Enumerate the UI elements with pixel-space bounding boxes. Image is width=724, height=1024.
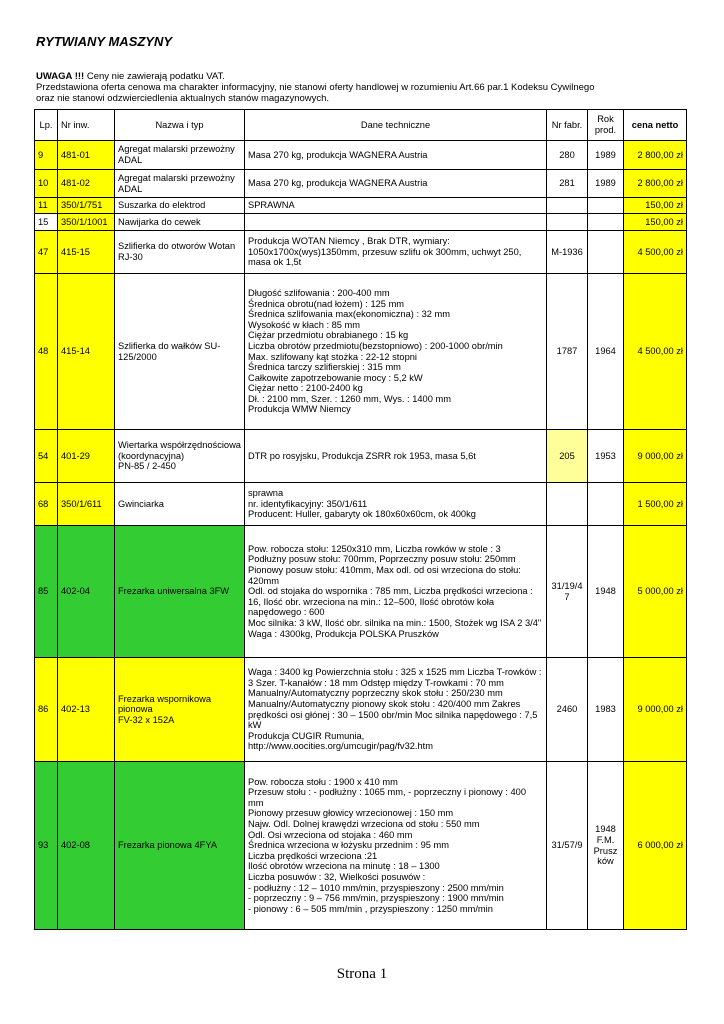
cell-nazwa: Szlifierka do wałków SU-125/2000 bbox=[115, 274, 245, 430]
table-row bbox=[35, 658, 687, 762]
header-rok: Rok prod. bbox=[588, 110, 624, 141]
cell-nr-inw: 415-15 bbox=[58, 231, 115, 274]
cell-dane: Długość szlifowania : 200-400 mm Średnica obrotu(nad łożem) : 125 mm Średnica szlifowania max(ekonomiczna) : 32 mm Wysokość w kłach : 85 mm Ciężar przedmiotu obrabianego : 15 kg Liczba obrotów przedmiotu(bezstopniowo) : 200-1000 obr/min Max. szlifowany kąt stożka : 22-12 stopni Średnica tarczy szlifierskiej : 315 mm Całkowite zapotrzebowanie mocy : 5,2 kW Ciężar netto : 2100-2400 kg Dł. : 2100 mm, Szer. : 1260 mm, Wys. : 1400 mm Produkcja WMW Niemcy bbox=[245, 274, 547, 430]
cell-rok: 1948 bbox=[588, 526, 624, 658]
cell-nazwa: Frezarka pionowa 4FYA bbox=[115, 762, 245, 930]
cell-rok: 1948 F.M. Prusz ków bbox=[588, 762, 624, 930]
cell-dane: Pow. robocza stołu: 1250x310 mm, Liczba rowków w stole : 3 Podłużny posuw stołu: 700mm, Poprzeczny posuw stołu: 250mm Pionowy posuw stołu: 410mm, Max odl. od osi wrzeciona do stołu: 420mm Odl. od stojaka do wspornika : 785 mm, Liczba prędkości wrzeciona : 16, Ilość obr. wrzeciona na min.: 12–500, Ilość obrotów koła napędowego : 600 Moc silnika: 3 kW, Ilość obr. silnika na min.: 1500, Stożek wg ISA 2 3/4" Waga : 4300kg, Produkcja POLSKA Pruszków bbox=[245, 526, 547, 658]
cell-nr-fabr bbox=[547, 198, 588, 214]
cell-nr-inw: 481-01 bbox=[58, 141, 115, 170]
cell-cena: 9 000,00 zł bbox=[624, 430, 687, 483]
cell-lp: 85 bbox=[35, 526, 58, 658]
cell-nr-inw: 402-08 bbox=[58, 762, 115, 930]
cell-dane: Masa 270 kg, produkcja WAGNERA Austria bbox=[245, 141, 547, 170]
notice-label: UWAGA !!! bbox=[36, 71, 85, 82]
cell-lp: 10 bbox=[35, 170, 58, 198]
cell-nr-inw: 402-04 bbox=[58, 526, 115, 658]
cell-cena: 9 000,00 zł bbox=[624, 658, 687, 762]
cell-lp: 9 bbox=[35, 141, 58, 170]
cell-lp: 47 bbox=[35, 231, 58, 274]
cell-lp: 68 bbox=[35, 483, 58, 526]
notice bbox=[36, 71, 595, 104]
header-dane: Dane techniczne bbox=[245, 110, 547, 141]
cell-cena: 5 000,00 zł bbox=[624, 526, 687, 658]
cell-nr-fabr: 2460 bbox=[547, 658, 588, 762]
cell-dane: Masa 270 kg, produkcja WAGNERA Austria bbox=[245, 170, 547, 198]
cell-nr-fabr: 205 bbox=[547, 430, 588, 483]
page-title: RYTWIANY MASZYNY bbox=[36, 34, 173, 49]
cell-cena: 4 500,00 zł bbox=[624, 231, 687, 274]
cell-nazwa: Frezarka wspornikowa pionowa FV-32 x 152A bbox=[115, 658, 245, 762]
cell-nr-inw: 350/1/1001 bbox=[58, 214, 115, 231]
cell-dane: DTR po rosyjsku, Produkcja ZSRR rok 1953, masa 5,6t bbox=[245, 430, 547, 483]
table-row bbox=[35, 483, 687, 526]
cell-nr-inw: 402-13 bbox=[58, 658, 115, 762]
cell-nr-inw: 350/1/611 bbox=[58, 483, 115, 526]
cell-lp: 11 bbox=[35, 198, 58, 214]
cell-lp: 15 bbox=[35, 214, 58, 231]
cell-nr-inw: 401-29 bbox=[58, 430, 115, 483]
cell-lp: 86 bbox=[35, 658, 58, 762]
cell-nazwa: Agregat malarski przewożny ADAL bbox=[115, 141, 245, 170]
table-row bbox=[35, 430, 687, 483]
cell-cena: 2 800,00 zł bbox=[624, 170, 687, 198]
cell-rok: 1964 bbox=[588, 274, 624, 430]
cell-rok: 1989 bbox=[588, 170, 624, 198]
cell-nr-fabr bbox=[547, 214, 588, 231]
cell-lp: 48 bbox=[35, 274, 58, 430]
cell-dane: Produkcja WOTAN Niemcy , Brak DTR, wymiary: 1050x1700x(wys)1350mm, przesuw szlifu ok 300mm, uchwyt 250, masa ok 1,5t bbox=[245, 231, 547, 274]
cell-nr-fabr: 281 bbox=[547, 170, 588, 198]
table-row bbox=[35, 214, 687, 231]
table-row bbox=[35, 274, 687, 430]
table-row bbox=[35, 141, 687, 170]
cell-rok bbox=[588, 214, 624, 231]
cell-cena: 6 000,00 zł bbox=[624, 762, 687, 930]
cell-nr-fabr: M-1936 bbox=[547, 231, 588, 274]
cell-dane: sprawna nr. identyfikacyjny: 350/1/611 Producent: Huller, gabaryty ok 180x60x60cm, ok 400kg bbox=[245, 483, 547, 526]
cell-nr-inw: 350/1/751 bbox=[58, 198, 115, 214]
notice-vat: Ceny nie zawierają podatku VAT. bbox=[84, 71, 225, 82]
cell-lp: 54 bbox=[35, 430, 58, 483]
cell-cena: 150,00 zł bbox=[624, 214, 687, 231]
table-row bbox=[35, 526, 687, 658]
cell-nr-fabr bbox=[547, 483, 588, 526]
cell-nazwa: Wiertarka współrzędnościowa (koordynacyjna) PN-85 / 2-450 bbox=[115, 430, 245, 483]
cell-cena: 4 500,00 zł bbox=[624, 274, 687, 430]
header-cena: cena netto bbox=[624, 110, 687, 141]
cell-cena: 1 500,00 zł bbox=[624, 483, 687, 526]
offer-table bbox=[34, 109, 687, 930]
header-nr-inw: Nr inw. bbox=[58, 110, 115, 141]
cell-rok: 1953 bbox=[588, 430, 624, 483]
table-row bbox=[35, 198, 687, 214]
cell-rok bbox=[588, 483, 624, 526]
cell-cena: 150,00 zł bbox=[624, 198, 687, 214]
page-footer: Strona 1 bbox=[336, 966, 388, 982]
cell-dane: SPRAWNA bbox=[245, 198, 547, 214]
header-lp: Lp. bbox=[35, 110, 58, 141]
cell-cena: 2 800,00 zł bbox=[624, 141, 687, 170]
cell-nazwa: Gwinciarka bbox=[115, 483, 245, 526]
table-row bbox=[35, 170, 687, 198]
cell-nr-fabr: 1787 bbox=[547, 274, 588, 430]
table-row bbox=[35, 762, 687, 930]
cell-nazwa: Nawijarka do cewek bbox=[115, 214, 245, 231]
cell-nazwa: Frezarka uniwersalna 3FW bbox=[115, 526, 245, 658]
table-row bbox=[35, 231, 687, 274]
cell-nazwa: Szlifierka do otworów Wotan RJ-30 bbox=[115, 231, 245, 274]
cell-nr-inw: 415-14 bbox=[58, 274, 115, 430]
cell-nr-inw: 481-02 bbox=[58, 170, 115, 198]
header-nazwa: Nazwa i typ bbox=[115, 110, 245, 141]
cell-rok: 1983 bbox=[588, 658, 624, 762]
cell-dane: Waga : 3400 kg Powierzchnia stołu : 325 x 1525 mm Liczba T-rowków : 3 Szer. T-kanałów : 18 mm Odstęp między T-rowkami : 70 mm Manualny/Automatyczny poprzeczny skok stołu : 250/230 mm Manualny/Automatyczny pionowy skok stołu : 420/400 mm Zakres prędkości osi głónej : 30 – 1500 obr/min Moc silnika napędowego : 7,5 kW Produkcja CUGIR Rumunia, http://www.oocities.org/umcugir/pag/fv32.htm bbox=[245, 658, 547, 762]
notice-line2: Przedstawiona oferta cenowa ma charakter informacyjny, nie stanowi oferty handlowej w rozumieniu Art.66 par.1 Kodeksu Cywilnego bbox=[36, 82, 595, 93]
cell-rok bbox=[588, 198, 624, 214]
cell-lp: 93 bbox=[35, 762, 58, 930]
cell-nr-fabr: 31/57/9 bbox=[547, 762, 588, 930]
cell-nr-fabr: 280 bbox=[547, 141, 588, 170]
cell-nr-fabr: 31/19/4 7 bbox=[547, 526, 588, 658]
cell-dane: Pow. robocza stołu : 1900 x 410 mm Przesuw stołu : - podłużny : 1065 mm, - poprzeczny i pionowy : 400 mm Pionowy przesuw głowicy wrzecionowej : 150 mm Najw. Odl. Dolnej krawędzi wrzeciona od stołu : 550 mm Odl. Osi wrzeciona od stojaka : 460 mm Średnica wrzeciona w łożysku przednim : 95 mm Liczba prędkości wrzeciona :21 Ilość obrotów wrzeciona na minutę : 18 – 1300 Liczba posuwów : 32, Wielkości posuwów : - podłużny : 12 – 1010 mm/min, przyspieszony : 2500 mm/min - poprzeczny : 9 – 756 mm/min, przyspieszony : 1900 mm/min - pionowy : 6 – 505 mm/min , przyspieszony : 1250 mm/min bbox=[245, 762, 547, 930]
notice-line3: oraz nie stanowi odzwierciedlenia aktualnych stanów magazynowych. bbox=[36, 93, 330, 104]
table-header-row bbox=[35, 110, 687, 141]
header-nr-fabr: Nr fabr. bbox=[547, 110, 588, 141]
cell-rok bbox=[588, 231, 624, 274]
cell-dane bbox=[245, 214, 547, 231]
cell-nazwa: Agregat malarski przewożny ADAL bbox=[115, 170, 245, 198]
cell-nazwa: Suszarka do elektrod bbox=[115, 198, 245, 214]
cell-rok: 1989 bbox=[588, 141, 624, 170]
